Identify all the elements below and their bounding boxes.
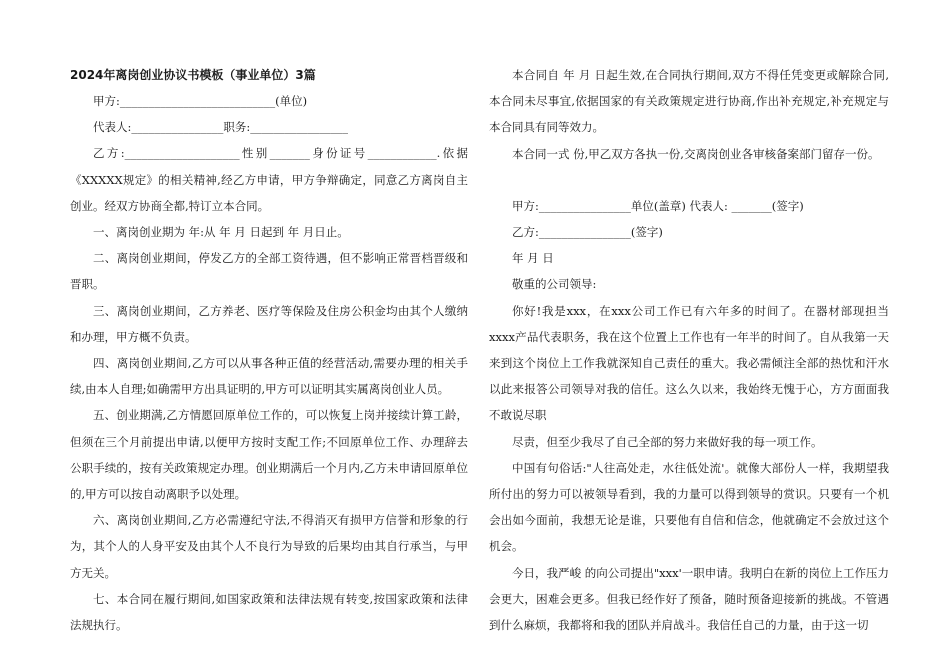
party-b-signature-line: 乙方:________________(签字) bbox=[512, 225, 663, 240]
letter-paragraph-1: 你好!我是xxx，在xxx公司工作已有六年多的时间了。在器材部现担当xxxx产品代表职务，我在这个位置上工作也有一年半的时间了。自从我第一天来到这个岗位上工作我就深知自己责任的重大。我必需倾注全部的热忱和汗水以此来报答公司领导对我的信任。这么久以来，我始终无愧于心，方方面面我不敢说尽职 bbox=[489, 303, 889, 423]
letter-salutation: 敬重的公司领导: bbox=[512, 277, 597, 292]
party-a-line: 甲方:___________________________(单位) bbox=[93, 94, 308, 108]
document-title: 2024年离岗创业协议书模板（事业单位）3篇 bbox=[70, 68, 316, 82]
right-column bbox=[489, 62, 889, 638]
clause-4: 四、离岗创业期间,乙方可以从事各种正值的经营活动,需要办理的相关手续,由本人自理;如确需甲方出具证明的,甲方可以证明其实属离岗创业人员。 bbox=[70, 356, 468, 397]
date-line: 年 月 日 bbox=[512, 251, 554, 266]
letter-paragraph-2: 尽责，但至少我尽了自己全部的努力来做好我的每一项工作。 bbox=[512, 434, 823, 449]
clause-1: 一、离岗创业期为 年:从 年 月 日起到 年 月日止。 bbox=[93, 225, 349, 240]
left-column bbox=[70, 62, 468, 638]
representative-line: 代表人:________________职务:_________________ bbox=[93, 120, 348, 135]
effective-clause: 本合同自 年 月 日起生效,在合同执行期间,双方不得任凭变更或解除合同,本合同未尽事宜,依据国家的有关政策规定进行协商,作出补充规定,补充规定与本合同具有同等效力。 bbox=[489, 68, 889, 135]
clause-5: 五、创业期满,乙方情愿回原单位工作的，可以恢复上岗并接续计算工龄，但须在三个月前提出申请,以便甲方按时支配工作;不回原单位工作、办理辞去公职手续的，按有关政策规定办理。创业期满后一个月内,乙方未申请回原单位的,甲方可以按自动离职予以处理。 bbox=[70, 408, 468, 502]
clause-7: 七、本合同在履行期间,如国家政策和法律法规有转变,按国家政策和法律法规执行。 bbox=[70, 591, 468, 633]
letter-paragraph-4: 今日，我严峻 的向公司提出"xxx'一职申请。我明白在新的岗位上工作压力会更大，困难会更多。但我已经作好了预备，随时预备迎接新的挑战。不管遇到什么麻烦，我都将和我的团队并肩战斗。我信任自己的力量，由于这一切 bbox=[489, 565, 889, 633]
party-a-signature-line: 甲方:________________单位(盖章) 代表人: _______(签字) bbox=[512, 198, 804, 213]
clause-3: 三、离岗创业期间，乙方养老、医疗等保险及住房公积金均由其个人缴纳和办理，甲方概不负责。 bbox=[70, 303, 468, 344]
letter-paragraph-3: 中国有句俗话:"人往高处走，水往低处流'。就像大部份人一样，我期望我所付出的努力可以被领导看到，我的力量可以得到领导的赏识。只要有一个机会出如今面前，我想无论是谁，只要他有自信和信念，他就确定不会放过这个机会。 bbox=[489, 460, 889, 554]
clause-6: 六、离岗创业期间,乙方必需遵纪守法,不得消灭有损甲方信誉和形象的行为，其个人的人身平安及由其个人不良行为导致的后果均由其自行承当，与甲方无关。 bbox=[70, 513, 468, 580]
spacer bbox=[489, 167, 889, 193]
copies-clause: 本合同一式 份,甲乙双方各执一份,交离岗创业各审核备案部门留存一份。 bbox=[512, 146, 880, 161]
clause-2: 二、离岗创业期间，停发乙方的全部工资待遇，但不影响正常晋档晋级和晋职。 bbox=[70, 251, 468, 292]
party-b-paragraph: 乙方:____________________性别_______身份证号____________.依据《XXXXX规定》的相关精神,经乙方申请，甲方争辩确定，同意乙方离岗自主创业。经双方协商全都,特订立本合同。 bbox=[70, 146, 468, 213]
